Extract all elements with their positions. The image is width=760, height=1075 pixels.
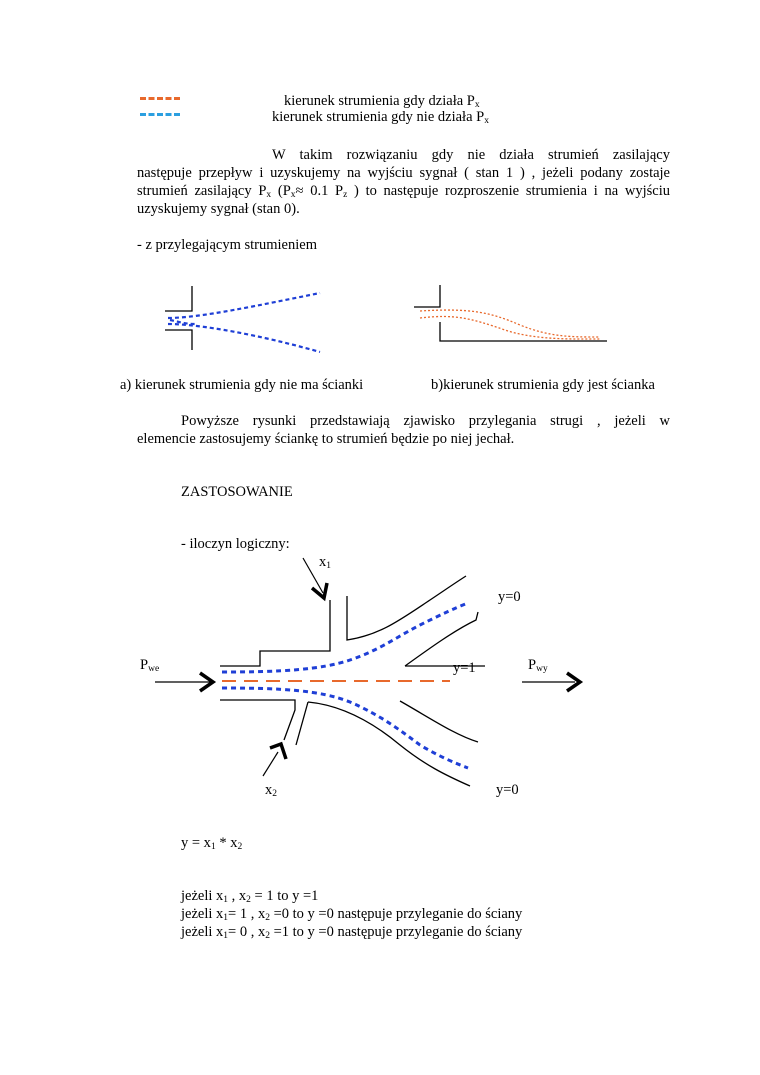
paragraph-2-line-2: elemencie zastosujemy ściankę to strumień będzie po niej jechał. [137,431,515,447]
figure-b-caption: b)kierunek strumienia gdy jest ścianka [431,377,655,393]
paragraph-2-line-1: Powyższe rysunki przedstawiają zjawisko przylegania strugi , jeżeli w [181,413,670,429]
label-x1: $x_1$ [319,554,331,571]
label-y-mid: y=1 [453,660,476,676]
label-y-top: y=0 [498,589,521,605]
heading-zastosowanie: ZASTOSOWANIE [181,484,293,500]
paragraph-1-line-4: uzyskujemy sygnał (stan 0). [137,201,300,217]
legend-orange-text: kierunek strumienia gdy działa $P_x$ [284,93,480,110]
formula: $y = x_1 * x_2$ [181,835,243,852]
paragraph-1-line-1: W takim rozwiązaniu gdy nie działa strumień zasilający [272,147,670,163]
condition-3: jeżeli $x_1= 0$ , $x_2 =1$ to y =0 następuje przyleganie do ściany [181,924,523,941]
subheading-logical-and: - iloczyn logiczny: [181,536,290,552]
condition-2: jeżeli $x_1= 1$ , $x_2 =0$ to y =0 następuje przyleganie do ściany [181,906,523,923]
label-pwe: $P_{we}$ [140,657,160,674]
label-pwy: $P_{wy}$ [528,657,548,674]
paragraph-1-line-3: strumień zasilający $P_x$ ($P_x\approx 0.1$ $P_z$ ) to następuje rozproszenie strumienia i na wyjściu [137,183,670,200]
section-adherent-jet: - z przylegającym strumieniem [137,237,317,253]
paragraph-1-line-2: następuje przepływ i uzyskujemy na wyjściu sygnał ( stan 1 ) , jeżeli podany zostaje [137,165,670,181]
label-y-bottom: y=0 [496,782,519,798]
label-x2: $x_2$ [265,782,277,799]
blue-jet-lines [222,603,468,768]
legend-blue-text: kierunek strumienia gdy nie działa $P_x$ [272,109,489,126]
condition-1: jeżeli $x_1$ , $x_2 = 1$ to y =1 [181,888,319,905]
figure-a-caption: a) kierunek strumienia gdy nie ma ścianki [120,377,364,393]
